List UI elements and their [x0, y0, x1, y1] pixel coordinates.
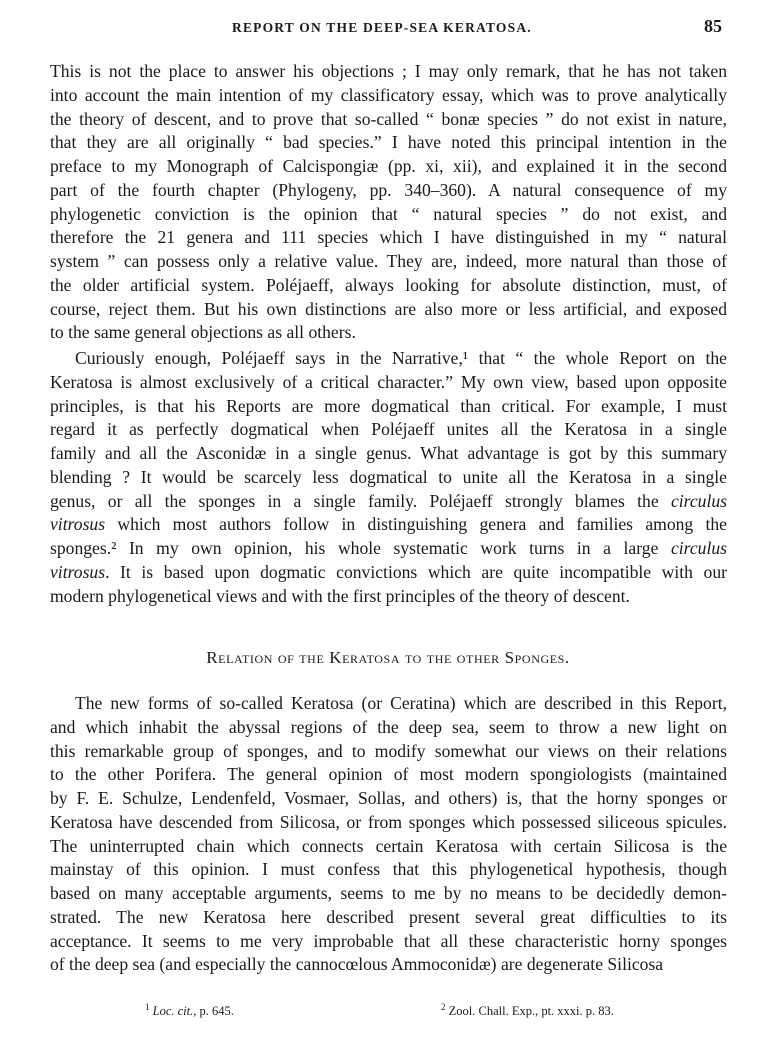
- text-line: this remarkable group of sponges, and to modify somewhat our views on their relations: [50, 740, 727, 761]
- text-line: part of the fourth chapter (Phylogeny, pp. 340–360). A natural consequence of my: [50, 179, 727, 200]
- page-number: 85: [704, 16, 722, 36]
- text-line: vitrosus. It is based upon dogmatic convictions which are quite incompatible with our: [50, 561, 727, 582]
- text-line: modern phylogenetical views and with the first principles of the theory of descent.: [50, 585, 630, 606]
- text-line: course, reject them. But his own distinctions are also more or less artificial, and exposed: [50, 298, 727, 319]
- text-line: phylogenetic conviction is the opinion that “ natural species ” do not exist, and: [50, 203, 727, 224]
- text-line: to the other Porifera. The general opinion of most modern spongiologists (maintained: [50, 764, 727, 785]
- paragraph-2: [50, 347, 727, 608]
- text-line: that they are all originally “ bad species.” I have noted this principal intention in the: [50, 132, 727, 153]
- text-line: genus, or all the sponges in a single family. Poléjaeff strongly blames the circulus: [50, 490, 727, 511]
- running-header: [0, 16, 776, 40]
- footnote-mark: 1: [145, 1001, 150, 1012]
- footnote-text: Zool. Chall. Exp., pt. xxxi. p. 83.: [448, 1004, 614, 1018]
- text-line: based on many acceptable arguments, seems to me by no means to be decidedly demon-: [50, 883, 727, 903]
- section-heading: Relation of the Keratosa to the other Sponges.: [206, 648, 570, 667]
- text-line: of the deep sea (and especially the cannocœlous Ammoconidæ) are degenerate Silicosa: [50, 954, 664, 975]
- text-line: This is not the place to answer his objections ; I may only remark, that he has not taken: [50, 61, 727, 81]
- paragraph-3: [50, 692, 727, 977]
- text-line: the older artificial system. Poléjaeff, always looking for absolute distinction, must, of: [50, 274, 727, 295]
- text-line: regard it as perfectly dogmatical when Poléjaeff unites all the Keratosa in a single: [50, 419, 727, 440]
- paragraph-1: [50, 60, 727, 345]
- footnote-1: [145, 1001, 234, 1019]
- text-line: into account the main intention of my classificatory essay, which was to prove analytically: [50, 84, 727, 105]
- text-line: The uninterrupted chain which connects certain Keratosa with certain Silicosa is the: [50, 835, 727, 856]
- text-line: and which inhabit the abyssal regions of the deep sea, seem to throw a new light on: [50, 716, 727, 737]
- footnote-italic: Loc. cit.: [152, 1004, 194, 1018]
- text-line: to the same general objections as all others.: [50, 322, 356, 343]
- running-title: REPORT ON THE DEEP-SEA KERATOSA.: [232, 20, 532, 35]
- text-line: system ” can possess only a relative value. They are, indeed, more natural than those of: [50, 251, 727, 271]
- text-line: Curiously enough, Poléjaeff says in the Narrative,¹ that “ the whole Report on the: [75, 348, 727, 368]
- text-line: blending ? It would be scarcely less dogmatical to unite all the Keratosa in a single: [50, 466, 727, 487]
- text-line: mainstay of this opinion. I must confess that this phylogenetical hypothesis, though: [50, 859, 727, 880]
- text-line: strated. The new Keratosa here described present several great difficulties to its: [50, 906, 727, 927]
- text-line: by F. E. Schulze, Lendenfeld, Vosmaer, Sollas, and others) is, that the horny sponges or: [50, 788, 727, 808]
- text-line: principles, is that his Reports are more dogmatical than critical. For example, I must: [50, 395, 727, 416]
- text-line: family and all the Asconidæ in a single genus. What advantage is got by this summary: [50, 443, 727, 463]
- text-line: The new forms of so-called Keratosa (or Ceratina) which are described in this Report,: [75, 693, 727, 713]
- footnote-mark: 2: [441, 1001, 446, 1012]
- footnote-text: , p. 645.: [193, 1004, 234, 1018]
- text-line: vitrosus which most authors follow in distinguishing genera and families among the: [50, 514, 727, 535]
- text-line: sponges.² In my own opinion, his whole systematic work turns in a large circulus: [50, 538, 727, 558]
- text-line: acceptance. It seems to me very improbable that all these characteristic horny sponges: [50, 930, 727, 951]
- text-line: therefore the 21 genera and 111 species which I have distinguished in my “ natural: [50, 227, 727, 248]
- footnote-2: [441, 1001, 614, 1019]
- text-line: Keratosa have descended from Silicosa, or from sponges which possessed siliceous spicules.: [50, 811, 727, 832]
- text-line: the theory of descent, and to prove that so-called “ bonæ species ” do not exist in nature,: [50, 108, 727, 129]
- text-line: preface to my Monograph of Calcispongiæ (pp. xi, xii), and explained it in the second: [50, 156, 727, 176]
- text-line: Keratosa is almost exclusively of a critical character.” My own view, based upon opposite: [50, 371, 727, 392]
